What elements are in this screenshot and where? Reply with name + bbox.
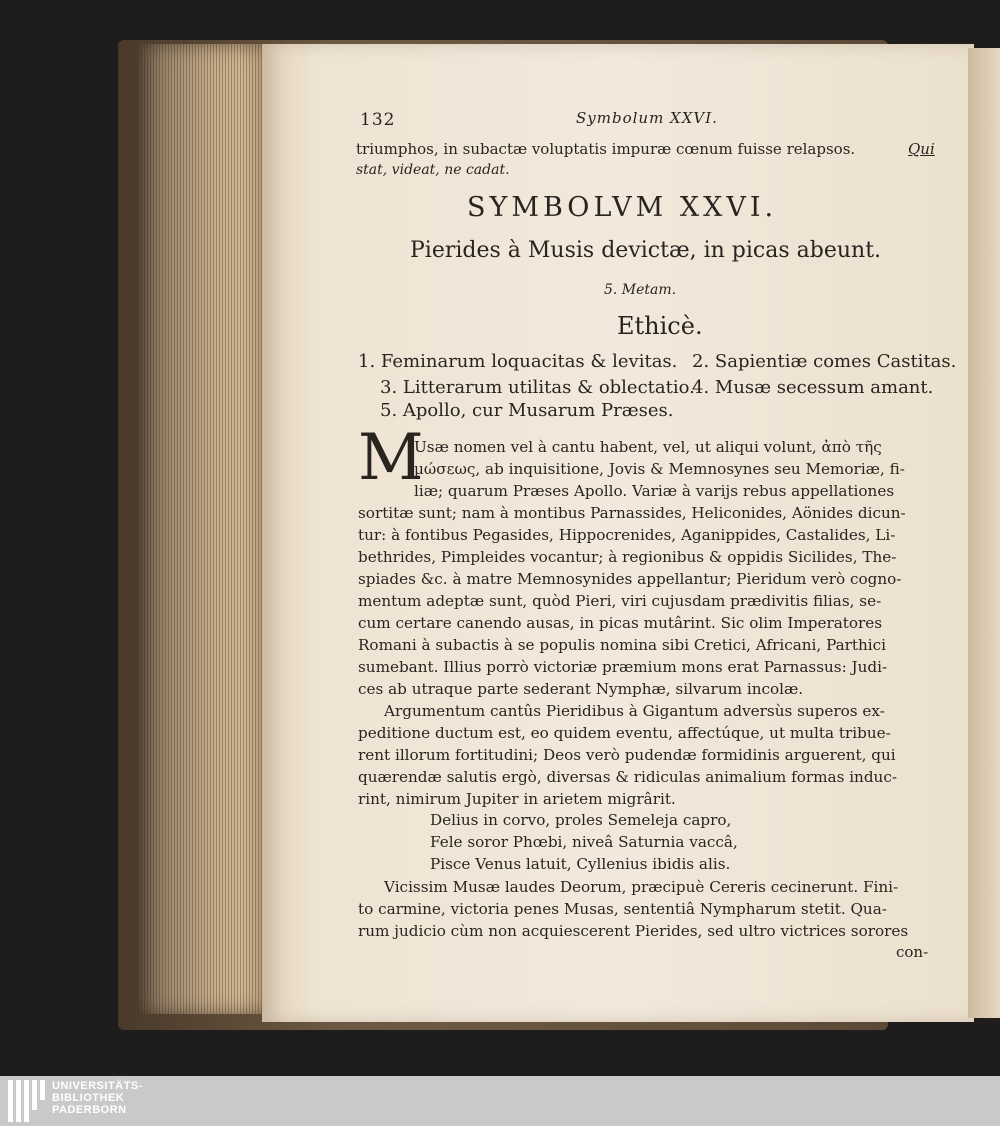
library-name-line-1: UNIVERSITÄTS- bbox=[52, 1080, 143, 1092]
library-logo-icon bbox=[8, 1080, 48, 1122]
body-line: tur: à fontibus Pegasides, Hippocrenides, Aganippides, Castalides, Li- bbox=[358, 526, 896, 544]
body-line: mentum adeptæ sunt, quòd Pieri, viri cujusdam prædivitis filias, se- bbox=[358, 592, 882, 610]
body-line: cum certare canendo ausas, in picas mutârint. Sic olim Imperatores bbox=[358, 614, 883, 632]
library-footer bbox=[0, 1076, 1000, 1126]
carry-line-1-qui: Qui bbox=[908, 140, 935, 158]
verse-line: Delius in corvo, proles Semeleja capro, bbox=[430, 811, 732, 829]
toc-line-2 bbox=[380, 377, 934, 398]
body-line: ces ab utraque parte sederant Nymphæ, silvarum incolæ. bbox=[358, 680, 804, 698]
library-name-line-2: BIBLIOTHEK bbox=[52, 1092, 125, 1104]
running-title: Symbolum XXVI. bbox=[576, 109, 718, 127]
body-line: peditione ductum est, eo quidem eventu, affectúque, ut multa tribue- bbox=[358, 724, 891, 742]
toc-item-3: 3. Litterarum utilitas & oblectatio. bbox=[380, 377, 695, 398]
source-reference: 5. Metam. bbox=[604, 282, 677, 298]
library-name bbox=[52, 1080, 143, 1116]
body-line: rint, nimirum Jupiter in arietem migrârit. bbox=[358, 790, 676, 808]
toc-line-1 bbox=[358, 351, 957, 372]
body-line: bethrides, Pimpleides vocantur; à regionibus & oppidis Sicilides, The- bbox=[358, 548, 897, 566]
page-edges bbox=[138, 44, 266, 1014]
toc-item-5: 5. Apollo, cur Musarum Præses. bbox=[380, 400, 674, 421]
symbol-title: SYMBOLVM XXVI. bbox=[467, 192, 778, 223]
body-line: μώσεως, ab inquisitione, Jovis & Memnosynes seu Memoriæ, fi- bbox=[414, 460, 905, 478]
body-line: spiades &c. à matre Memnosynides appellantur; Pieridum verò cogno- bbox=[358, 570, 902, 588]
body-line: Romani à subactis à se populis nomina sibi Cretici, Africani, Parthici bbox=[358, 636, 887, 654]
drop-cap: M bbox=[358, 421, 424, 495]
carry-line-1-text: triumphos, in subactæ voluptatis impuræ cœnum fuisse relapsos. bbox=[356, 140, 856, 158]
page-number: 132 bbox=[360, 110, 396, 130]
carry-line-1 bbox=[356, 140, 935, 158]
carry-line-2: stat, videat, ne cadat. bbox=[356, 162, 510, 178]
verse-line: Pisce Venus latuit, Cyllenius ibidis alis. bbox=[430, 855, 731, 873]
symbol-subtitle: Pierides à Musis devictæ, in picas abeunt. bbox=[410, 238, 882, 263]
library-name-line-3: PADERBORN bbox=[52, 1104, 127, 1116]
verse-line: Fele soror Phœbi, niveâ Saturnia vaccâ, bbox=[430, 833, 738, 851]
body-line: quærendæ salutis ergò, diversas & ridiculas animalium formas induc- bbox=[358, 768, 897, 786]
body-line: sumebant. Illius porrò victoriæ præmium mons erat Parnassus: Judi- bbox=[358, 658, 888, 676]
toc-item-1: 1. Feminarum loquacitas & levitas. bbox=[358, 351, 678, 372]
toc-item-4: 4. Musæ secessum amant. bbox=[692, 377, 934, 398]
body-line: sortitæ sunt; nam à montibus Parnassides, Heliconides, Aönides dicun- bbox=[358, 504, 906, 522]
body-line: rent illorum fortitudini; Deos verò pudendæ formidinis arguerent, qui bbox=[358, 746, 896, 764]
catchword: con- bbox=[896, 943, 929, 961]
body-line: rum judicio cùm non acquiescerent Pierides, sed ultro victrices sorores bbox=[358, 922, 909, 940]
body-line: Usæ nomen vel à cantu habent, vel, ut aliqui volunt, ἀπὸ τῆς bbox=[414, 438, 882, 456]
next-page-edge bbox=[968, 48, 1000, 1018]
body-line: liæ; quarum Præses Apollo. Variæ à varijs rebus appellationes bbox=[414, 482, 895, 500]
body-line: Argumentum cantûs Pieridibus à Gigantum adversùs superos ex- bbox=[384, 702, 885, 720]
toc-item-2: 2. Sapientiæ comes Castitas. bbox=[692, 351, 957, 372]
body-line: Vicissim Musæ laudes Deorum, præcipuè Cereris cecinerunt. Fini- bbox=[384, 878, 899, 896]
section-heading: Ethicè. bbox=[617, 312, 703, 340]
body-line: to carmine, victoria penes Musas, sententiâ Nympharum stetit. Qua- bbox=[358, 900, 887, 918]
